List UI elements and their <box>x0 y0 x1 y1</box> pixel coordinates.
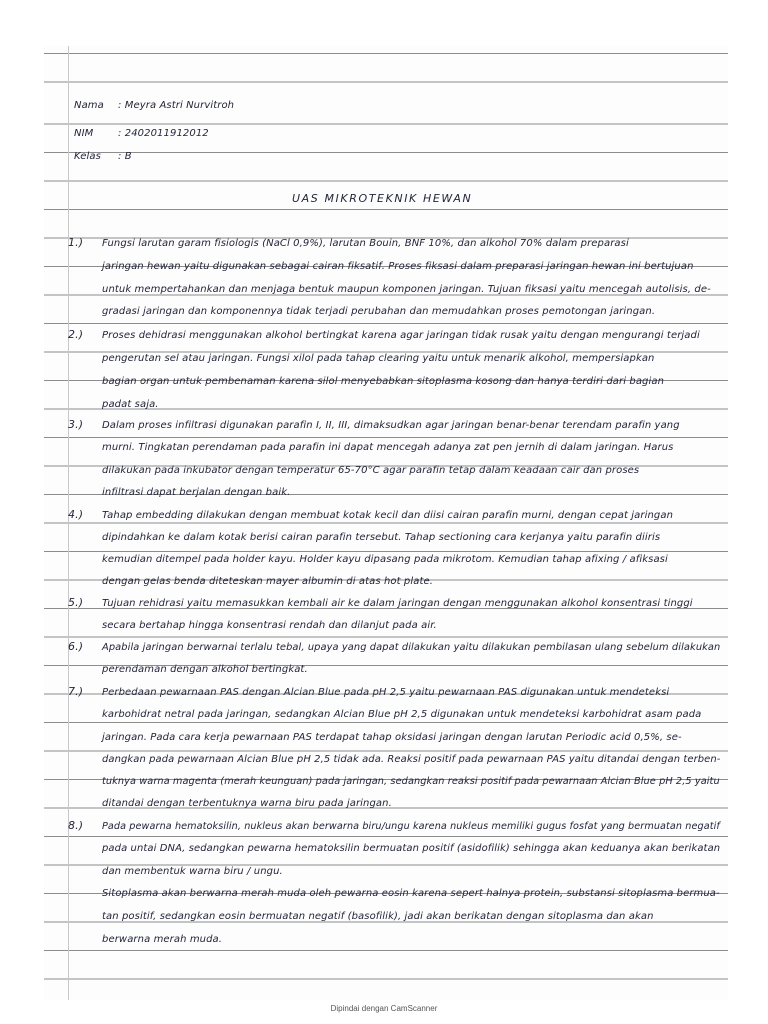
answer-7-line: jaringan. Pada cara kerja pewarnaan PAS terdapat tahap oksidasi jaringan dengan larutan Periodic acid 0,5%, se- <box>102 732 682 743</box>
answer-1-line: Fungsi larutan garam fisiologis (NaCl 0,9%), larutan Bouin, BNF 10%, dan alkohol 70% dalam preparasi <box>102 238 629 249</box>
answer-7-line: karbohidrat netral pada jaringan, sedangkan Alcian Blue pH 2,5 digunakan untuk mendeteksi karbohidrat asam pada <box>102 709 702 720</box>
kelas-value: : B <box>118 151 132 162</box>
lined-paper <box>44 46 728 1000</box>
answer-8-line: Sitoplasma akan berwarna merah muda oleh pewarna eosin karena sepert halnya protein, substansi sitoplasma bermua- <box>102 888 720 899</box>
answer-4-line: dengan gelas benda diteteskan mayer albumin di atas hot plate. <box>102 576 434 587</box>
answer-8-line: dan membentuk warna biru / ungu. <box>102 866 283 877</box>
answer-2-line: pengerutan sel atau jaringan. Fungsi xilol pada tahap clearing yaitu untuk menarik alkohol, mempersiapkan <box>102 353 655 364</box>
answer-7-line: Perbedaan pewarnaan PAS dengan Alcian Blue pada pH 2,5 yaitu pewarnaan PAS digunakan untuk mendeteksi <box>102 687 670 698</box>
answer-4-line: kemudian ditempel pada holder kayu. Holder kayu dipasang pada mikrotom. Kemudian tahap afixing / afiksasi <box>102 554 668 565</box>
answer-3-line: infiltrasi dapat berjalan dengan baik. <box>102 487 291 498</box>
answer-8-line: tan positif, sedangkan eosin bermuatan negatif (basofilik), jadi akan berikatan dengan sitoplasma dan akan <box>102 911 654 922</box>
nim-value: : 2402011912012 <box>118 128 209 139</box>
answer-3-number: 3.) <box>68 418 84 431</box>
answer-4-number: 4.) <box>68 508 84 521</box>
page-title: UAS MIKROTEKNIK HEWAN <box>292 192 473 205</box>
answer-8-line: Pada pewarna hematoksilin, nukleus akan berwarna biru/ungu karena nukleus memiliki gugus fosfat yang bermuatan negatif <box>102 821 720 832</box>
margin-line <box>68 46 69 1000</box>
answer-4-line: dipindahkan ke dalam kotak berisi cairan parafin tersebut. Tahap sectioning cara kerjanya yaitu parafin diiris <box>102 532 661 543</box>
answer-1-line: untuk mempertahankan dan menjaga bentuk maupun komponen jaringan. Tujuan fiksasi yaitu mencegah autolisis, de- <box>102 284 711 295</box>
answer-6-line: perendaman dengan alkohol bertingkat. <box>102 664 308 675</box>
nim-label: NIM <box>74 128 94 139</box>
answer-2-line: padat saja. <box>102 399 159 410</box>
kelas-label: Kelas <box>74 151 101 162</box>
answer-5-line: secara bertahap hingga konsentrasi rendah dan dilanjut pada air. <box>102 620 437 631</box>
answer-2-line: bagian organ untuk pembenaman karena silol menyebabkan sitoplasma kosong dan hanya terdiri dari bagian <box>102 376 665 387</box>
answer-2-line: Proses dehidrasi menggunakan alkohol bertingkat karena agar jaringan tidak rusak yaitu dengan mengurangi terjadi <box>102 330 700 341</box>
answer-8-number: 8.) <box>68 819 84 832</box>
answer-7-line: dangkan pada pewarnaan Alcian Blue pH 2,5 tidak ada. Reaksi positif pada pewarnaan PAS yaitu ditandai dengan terben- <box>102 754 721 765</box>
answer-7-line: ditandai dengan terbentuknya warna biru pada jaringan. <box>102 798 392 809</box>
answer-1-number: 1.) <box>68 236 84 249</box>
answer-7-number: 7.) <box>68 685 84 698</box>
answer-6-line: Apabila jaringan berwarnai terlalu tebal, upaya yang dapat dilakukan yaitu dilakukan pembilasan ulang sebelum dilakukan <box>102 642 721 653</box>
answer-2-number: 2.) <box>68 328 84 341</box>
answer-7-line: tuknya warna magenta (merah keunguan) pada jaringan, sedangkan reaksi positif pada pewarnaan Alcian Blue pH 2,5 yaitu <box>102 776 720 787</box>
answer-1-line: gradasi jaringan dan komponennya tidak terjadi perubahan dan memudahkan proses pemotongan jaringan. <box>102 306 656 317</box>
answer-1-line: jaringan hewan yaitu digunakan sebagai cairan fiksatif. Proses fiksasi dalam preparasi jaringan hewan ini bertujuan <box>102 261 694 272</box>
nama-value: : Meyra Astri Nurvitroh <box>118 100 235 111</box>
answer-5-number: 5.) <box>68 596 84 609</box>
scanner-watermark: Dipindai dengan CamScanner <box>330 1004 438 1013</box>
answer-4-line: Tahap embedding dilakukan dengan membuat kotak kecil dan diisi cairan parafin murni, dengan cepat jaringan <box>102 510 674 521</box>
answer-3-line: dilakukan pada inkubator dengan temperatur 65-70°C agar parafin tetap dalam keadaan cair dan proses <box>102 465 640 476</box>
answer-8-line: pada untai DNA, sedangkan pewarna hematoksilin bermuatan positif (asidofilik) sehingga akan keduanya akan berikatan <box>102 843 721 854</box>
answer-5-line: Tujuan rehidrasi yaitu memasukkan kembali air ke dalam jaringan dengan menggunakan alkohol konsentrasi tinggi <box>102 598 693 609</box>
answer-3-line: Dalam proses infiltrasi digunakan parafin I, II, III, dimaksudkan agar jaringan benar-benar terendam parafin yang <box>102 420 680 431</box>
nama-label: Nama <box>74 100 104 111</box>
answer-6-number: 6.) <box>68 640 84 653</box>
answer-3-line: murni. Tingkatan perendaman pada parafin ini dapat mencegah adanya zat pen jernih di dalam jaringan. Harus <box>102 442 674 453</box>
answer-8-line: berwarna merah muda. <box>102 934 223 945</box>
